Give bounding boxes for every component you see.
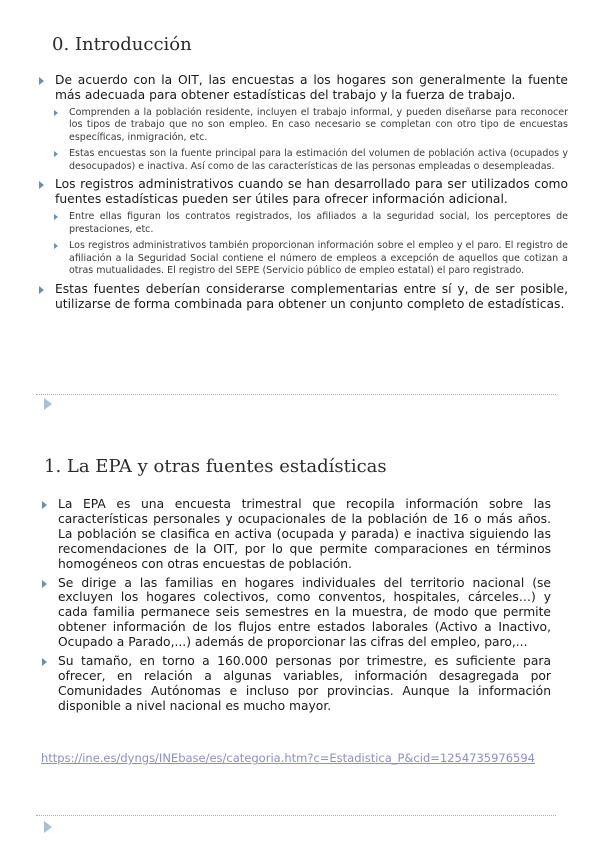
sub-bullet-text: Los registros administrativos también proporcionan información sobre el empleo y el paro. El registro de afiliación a la Seguridad Social contiene el número de empleos a excepción de aquellos que cotizan a otras mutualidades. El registro del SEPE (Servicio público de empleo estatal) el paro registrado.	[69, 240, 568, 277]
bullet-text: Los registros administrativos cuando se han desarrollado para ser utilizados como fuentes estadísticas pueden ser útiles para ofrecer información adicional.	[55, 177, 568, 207]
sub-bullet	[52, 107, 568, 145]
bullet-oit	[38, 73, 568, 103]
bullet-text: Estas fuentes deberían considerarse complementarias entre sí y, de ser posible, utilizarse de forma combinada para obtener un conjunto completo de estadísticas.	[55, 281, 568, 311]
bullet-arrow-icon	[42, 658, 47, 666]
bullet-text: Se dirige a las familias en hogares individuales del territorio nacional (se excluyen los hogares colectivos, como conventos, hospitales, cárceles…) y cada familia permanece seis semestres en la muestra, de modo que permite obtener información de los flujos entre estados laborales (Activo a Inactivo, Ocupado a Parado,...) además de proporcionar las cifras del empleo, paro,...	[58, 575, 551, 650]
bullet-registros	[38, 177, 568, 207]
sub-bullet	[52, 211, 568, 236]
divider	[36, 394, 556, 395]
divider	[36, 815, 556, 816]
bullet-text: De acuerdo con la OIT, las encuestas a los hogares son generalmente la fuente más adecuada para obtener estadísticas del trabajo y la fuerza de trabajo.	[55, 73, 568, 102]
bullet-arrow-icon	[39, 181, 44, 189]
bullet-epa	[41, 497, 551, 572]
sub-bullet-text: Estas encuestas son la fuente principal para la estimación del volumen de población activa (ocupados y desocupados) e inactiva. Así como de las características de las personas empleadas o desempleadas.	[69, 148, 568, 172]
section-0-content	[38, 73, 568, 315]
sub-bullet	[52, 240, 568, 278]
ine-link[interactable]: https://ine.es/dyngs/INEbase/es/categoria.htm?c=Estadistica_P&cid=1254735976594	[41, 751, 536, 765]
bullet-familias	[41, 576, 551, 651]
section-1-title: 1. La EPA y otras fuentes estadísticas	[44, 456, 387, 477]
bullet-complementarias	[38, 282, 568, 312]
bullet-text: Su tamaño, en torno a 160.000 personas por trimestre, es suficiente para ofrecer, en relación a algunas variables, información desagregada por Comunidades Autónomas e incluso por provincias. Aunque la información disponible a nivel nacional es mucho mayor.	[58, 654, 551, 713]
bullet-tamano	[41, 654, 551, 714]
slide-end-arrow-icon	[44, 398, 52, 410]
bullet-arrow-icon	[54, 214, 58, 220]
bullet-arrow-icon	[42, 501, 47, 509]
bullet-arrow-icon	[39, 286, 44, 294]
section-0-title: 0. Introducción	[52, 34, 192, 55]
slide-end-arrow-icon	[44, 821, 52, 833]
sub-bullet-text: Comprenden a la población residente, incluyen el trabajo informal, y pueden diseñarse para reconocer los tipos de trabajo que no son empleo. En caso necesario se completan con otro tipo de encuestas específicas, inmigración, etc.	[69, 106, 568, 143]
bullet-arrow-icon	[42, 580, 47, 588]
bullet-arrow-icon	[54, 243, 58, 249]
section-1-content	[41, 497, 551, 718]
sub-bullet	[52, 148, 568, 173]
bullet-arrow-icon	[54, 151, 58, 157]
bullet-text: La EPA es una encuesta trimestral que recopila información sobre las características personales y ocupacionales de la población de 16 o más años. La población se clasifica en activa (ocupada y parada) e inactiva siguiendo las recomendaciones de la OIT, por lo que permite comparaciones en términos homogéneos con otras encuestas de población.	[58, 497, 551, 571]
bullet-arrow-icon	[54, 110, 58, 116]
bullet-arrow-icon	[39, 77, 44, 85]
sub-bullet-text: Entre ellas figuran los contratos registrados, los afiliados a la seguridad social, los perceptores de prestaciones, etc.	[69, 211, 568, 235]
